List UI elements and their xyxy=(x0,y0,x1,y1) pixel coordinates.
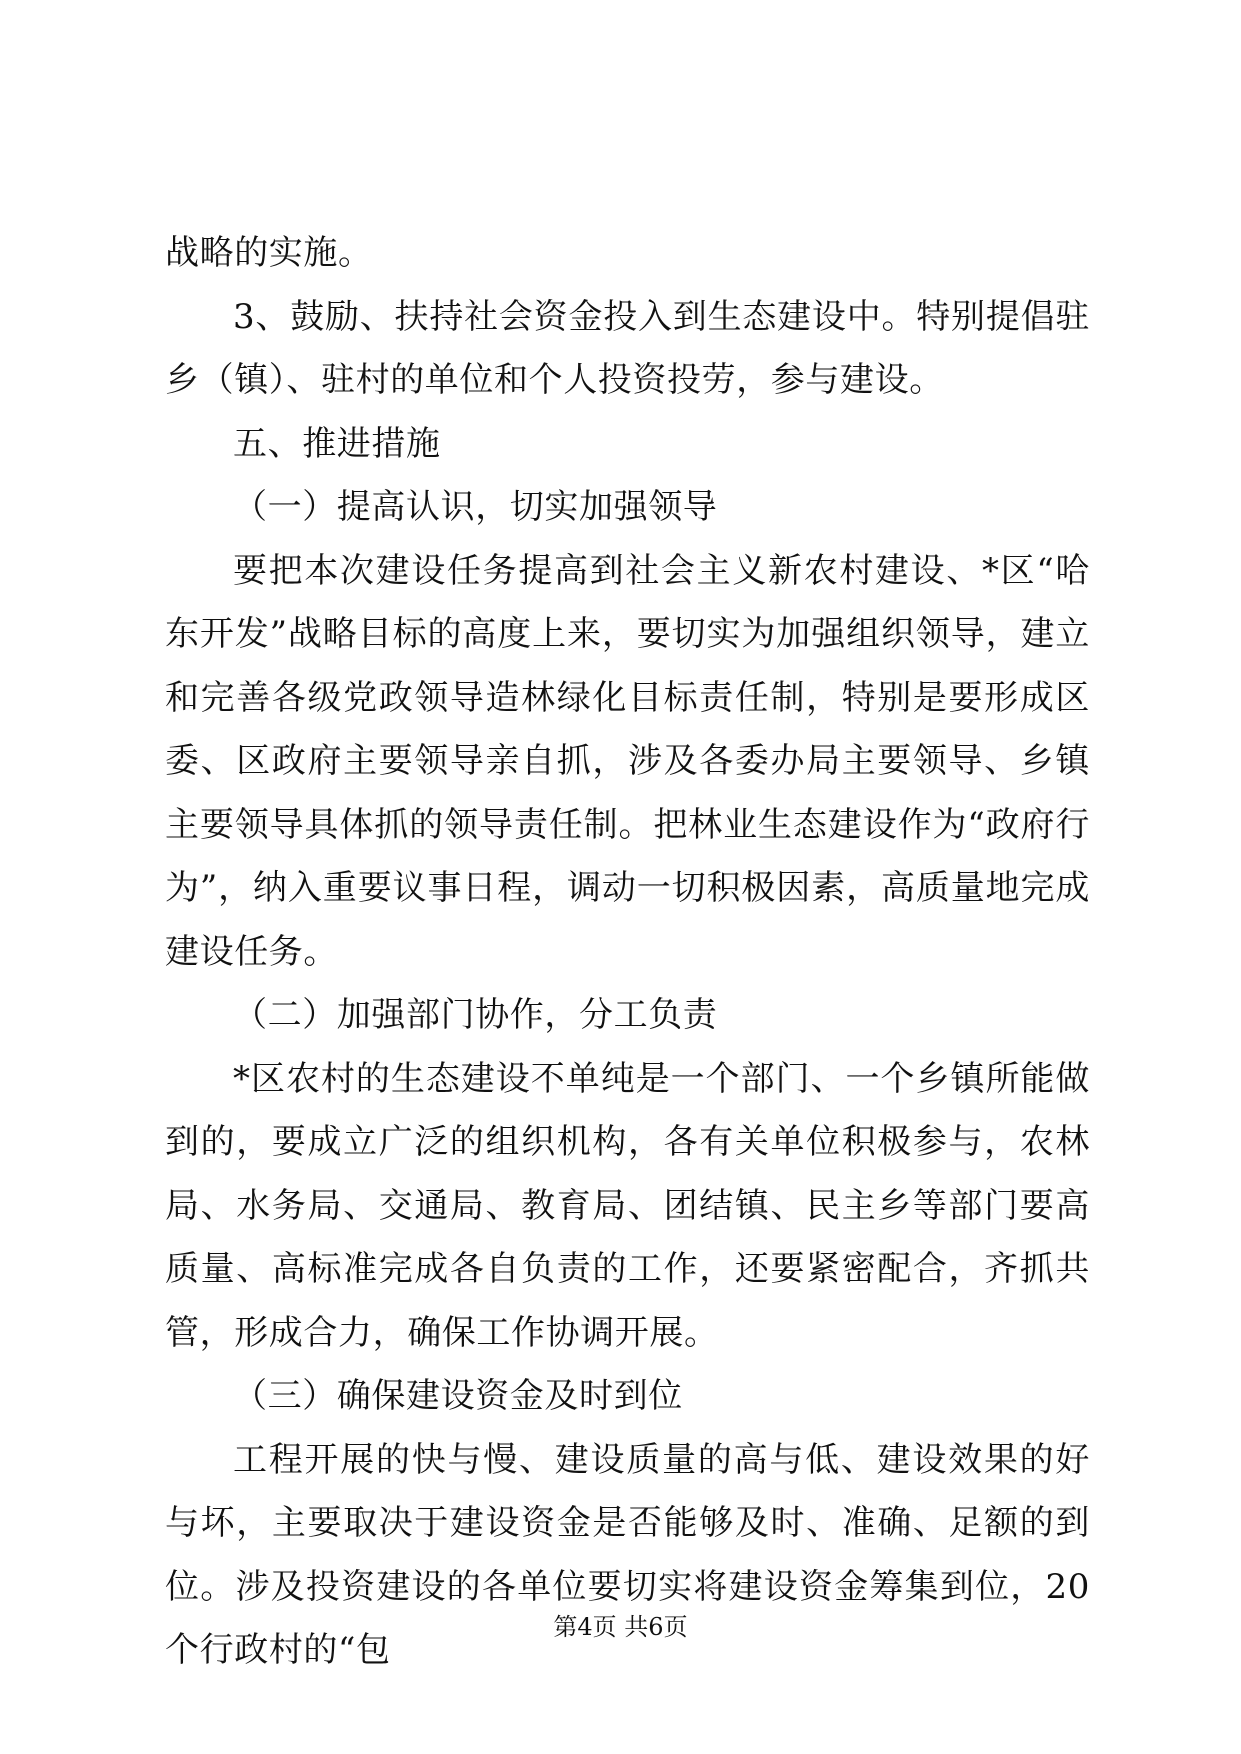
paragraph-item-3: 3、鼓励、扶持社会资金投入到生态建设中。特别提倡驻乡（镇）、驻村的单位和个人投资投劳，参与建设。 xyxy=(165,296,1090,400)
subsection-heading-3: （三）确保建设资金及时到位 xyxy=(233,1376,683,1416)
subsection-heading-1: （一）提高认识，切实加强领导 xyxy=(233,487,718,527)
section-heading-5: 五、推进措施 xyxy=(233,423,441,464)
paragraph-leadership: 要把本次建设任务提高到社会主义新农村建设、*区“哈东开发”战略目标的高度上来，要切实为加强组织领导，建立和完善各级党政领导造林绿化目标责任制，特别是要形成区委、区政府主要领导亲自抓，涉及各委办局主要领导、乡镇主要领导具体抓的领导责任制。把林业生态建设作为“政府行为”，纳入重要议事日程，调动一切积极因素，高质量地完成建设任务。 xyxy=(165,550,1090,972)
subsection-heading-2: （二）加强部门协作，分工负责 xyxy=(233,995,718,1035)
paragraph-continuation: 战略的实施。 xyxy=(165,233,373,273)
document-body xyxy=(165,222,1090,1683)
paragraph-funding: 工程开展的快与慢、建设质量的高与低、建设效果的好与坏，主要取决于建设资金是否能够及时、准确、足额的到位。涉及投资建设的各单位要切实将建设资金筹集到位，20个行政村的“包 xyxy=(165,1439,1090,1670)
paragraph-cooperation: *区农村的生态建设不单纯是一个部门、一个乡镇所能做到的，要成立广泛的组织机构，各有关单位积极参与，农林局、水务局、交通局、教育局、团结镇、民主乡等部门要高质量、高标准完成各自负责的工作，还要紧密配合，齐抓共管，形成合力，确保工作协调开展。 xyxy=(165,1058,1090,1353)
page-footer: 第4页 共6页 xyxy=(553,1613,688,1641)
